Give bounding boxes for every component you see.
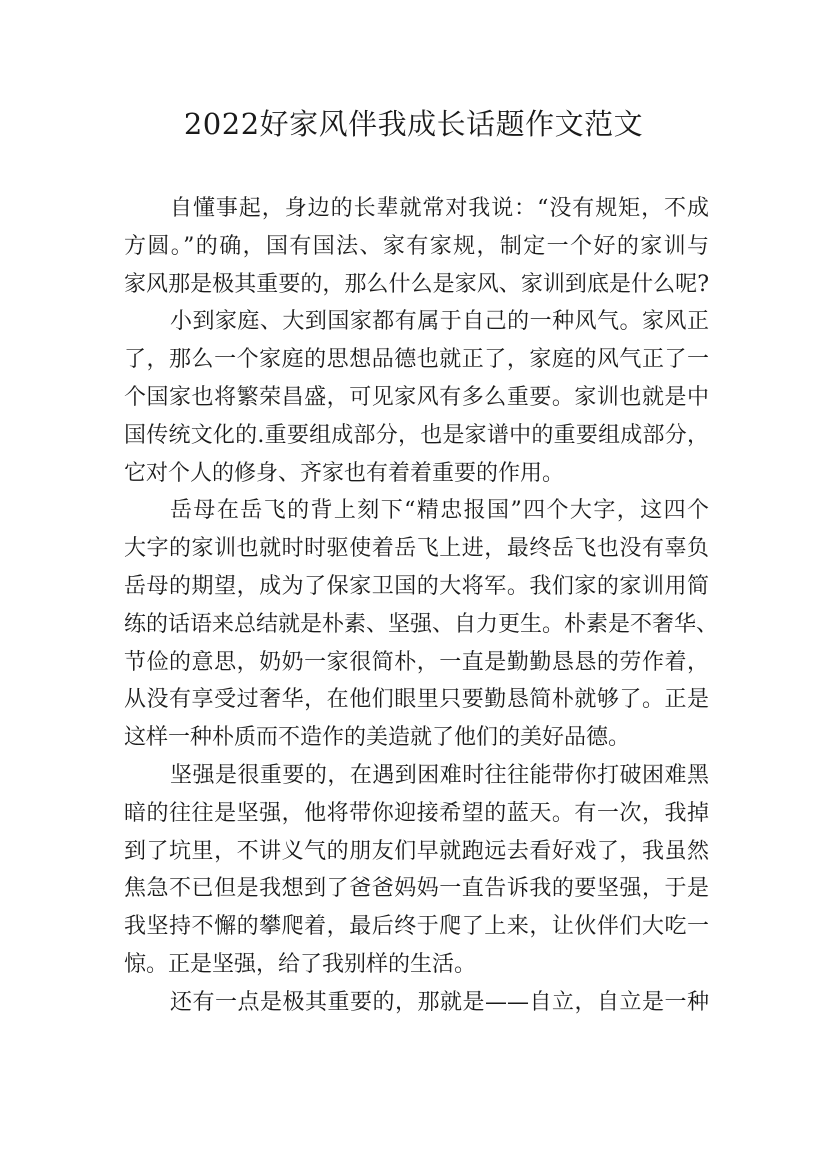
paragraph-line: 岳母的期望，成为了保家卫国的大将军。我们家的家训用简 xyxy=(124,573,709,599)
paragraph-line: 国传统文化的.重要组成部分，也是家谱中的重要组成部分， xyxy=(124,422,709,448)
paragraph-1 xyxy=(124,190,709,303)
paragraph-line: 家风那是极其重要的，那么什么是家风、家训到底是什么呢? xyxy=(124,271,709,297)
paragraph-line: 方圆。”的确，国有国法、家有家规，制定一个好的家训与 xyxy=(124,233,709,259)
paragraph-line: 我坚持不懈的攀爬着，最后终于爬了上来，让伙伴们大吃一 xyxy=(124,914,709,940)
paragraph-line: 暗的往往是坚强，他将带你迎接希望的蓝天。有一次，我掉 xyxy=(124,800,709,826)
paragraph-line: 还有一点是极其重要的，那就是——自立，自立是一种 xyxy=(170,989,709,1015)
paragraph-line: 惊。正是坚强，给了我别样的生活。 xyxy=(124,951,477,977)
paragraph-line: 焦急不已但是我想到了爸爸妈妈一直告诉我的要坚强，于是 xyxy=(124,876,709,902)
paragraph-line: 了，那么一个家庭的思想品德也就正了，家庭的风气正了一 xyxy=(124,347,709,373)
paragraph-line: 节俭的意思，奶奶一家很简朴，一直是勤勤恳恳的劳作着， xyxy=(124,649,709,675)
paragraph-line: 它对个人的修身、齐家也有着着重要的作用。 xyxy=(124,460,565,486)
paragraph-line: 大字的家训也就时时驱使着岳飞上进，最终岳飞也没有辜负 xyxy=(124,536,709,562)
paragraph-line: 坚强是很重要的，在遇到困难时往往能带你打破困难黑 xyxy=(170,762,709,788)
paragraph-2 xyxy=(124,303,709,492)
paragraph-line: 从没有享受过奢华，在他们眼里只要勤恳简朴就够了。正是 xyxy=(124,687,709,713)
paragraph-line: 小到家庭、大到国家都有属于自己的一种风气。家风正 xyxy=(170,309,709,335)
paragraph-5 xyxy=(124,984,709,1022)
paragraph-3 xyxy=(124,492,719,757)
paragraph-line: 个国家也将繁荣昌盛，可见家风有多么重要。家训也就是中 xyxy=(124,384,709,410)
document-body xyxy=(124,190,719,1022)
document-title: 2022好家风伴我成长话题作文范文 xyxy=(183,107,644,141)
paragraph-line: 到了坑里，不讲义气的朋友们早就跑远去看好戏了，我虽然 xyxy=(124,838,709,864)
paragraph-line: 岳母在岳飞的背上刻下“精忠报国”四个大字，这四个 xyxy=(170,498,709,524)
paragraph-line: 这样一种朴质而不造作的美造就了他们的美好品德。 xyxy=(124,725,631,751)
paragraph-line: 自懂事起，身边的长辈就常对我说：“没有规矩，不成 xyxy=(170,196,709,221)
paragraph-4 xyxy=(124,757,709,984)
paragraph-line: 练的话语来总结就是朴素、坚强、自力更生。朴素是不奢华、 xyxy=(124,611,719,637)
